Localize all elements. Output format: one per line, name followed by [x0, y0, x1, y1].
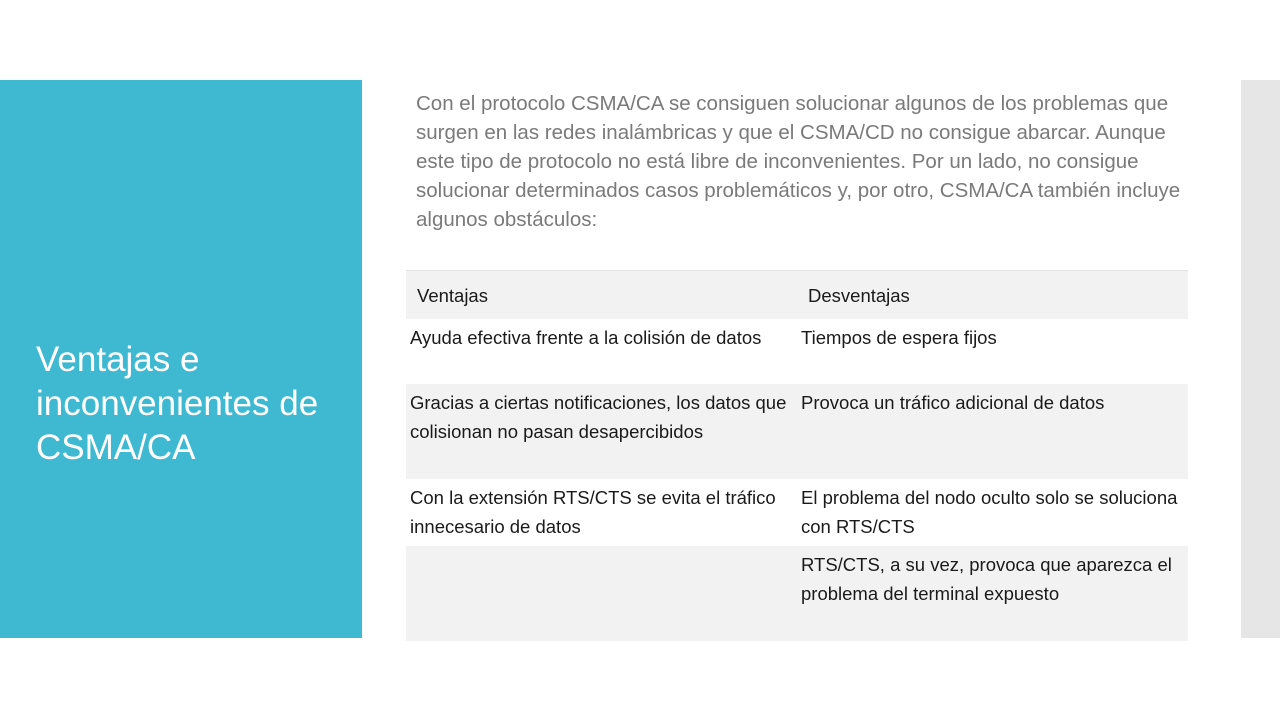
table-row — [406, 319, 1188, 384]
ventaja-cell: Con la extensión RTS/CTS se evita el tráfico innecesario de datos — [406, 479, 797, 546]
desventaja-cell: RTS/CTS, a su vez, provoca que aparezca el problema del terminal expuesto — [797, 546, 1188, 641]
slide-title: Ventajas e inconvenientes de CSMA/CA — [36, 340, 319, 467]
header-ventajas: Ventajas — [406, 271, 797, 320]
table-row — [406, 479, 1188, 546]
desventaja-cell: Provoca un tráfico adicional de datos — [797, 384, 1188, 479]
ventaja-cell — [406, 546, 797, 641]
ventaja-cell: Ayuda efectiva frente a la colisión de datos — [406, 319, 797, 384]
header-desventajas: Desventajas — [797, 271, 1188, 320]
ventaja-cell: Gracias a ciertas notificaciones, los datos que colisionan no pasan desapercibidos — [406, 384, 797, 479]
table-row — [406, 384, 1188, 479]
table-row — [406, 546, 1188, 641]
intro-paragraph: Con el protocolo CSMA/CA se consiguen solucionar algunos de los problemas que surgen en las redes inalámbricas y que el CSMA/CD no consigue abarcar. Aunque este tipo de protocolo no está libre de inconvenientes. Por un lado, no consigue solucionar determinados casos problemáticos y, por otro, CSMA/CA también incluye algunos obstáculos: — [416, 92, 1181, 231]
comparison-table — [406, 270, 1188, 641]
title-panel — [0, 80, 362, 638]
table-header-row — [406, 271, 1188, 320]
desventaja-cell: Tiempos de espera fijos — [797, 319, 1188, 384]
desventaja-cell: El problema del nodo oculto solo se soluciona con RTS/CTS — [797, 479, 1188, 546]
side-strip — [1241, 80, 1280, 638]
